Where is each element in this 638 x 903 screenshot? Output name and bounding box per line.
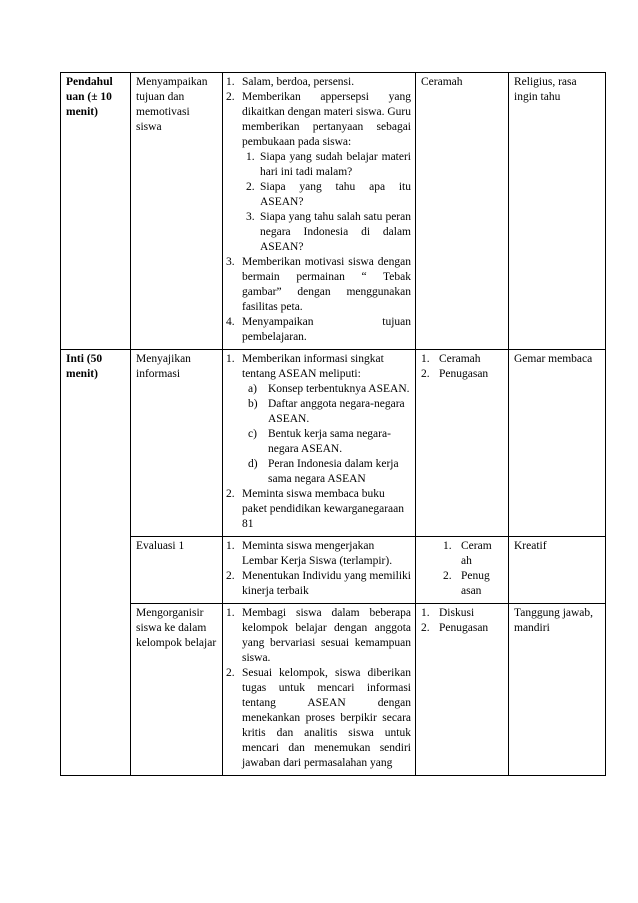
activities-cell	[223, 73, 416, 350]
activities-cell	[223, 537, 416, 604]
list-item: 2. Sesuai kelompok, siswa diberikan tugas untuk mencari informasi tentang ASEAN dengan menekankan proses berpikir secara kritis dan analitis siswa untuk mencari dan menemukan sendiri jawaban dari permasalahan yang	[226, 667, 411, 769]
list-item: 1. Memberikan informasi singkat tentang ASEAN meliputi: a) Konsep terbentuknya ASEAN. b) Daftar anggota negara-negara ASEAN. c) Bentuk kerja sama negara-negara ASEAN. d) Peran Indonesia dalam kerja sama negara ASEAN	[226, 353, 410, 485]
activities-cell	[223, 604, 416, 776]
list-item: 1. Ceram ah	[443, 540, 492, 567]
list-item: b) Daftar anggota negara-negara ASEAN.	[248, 398, 405, 425]
list-item: 3. Memberikan motivasi siswa dengan bermain permainan “ Tebak gambar” dengan menggunakan fasilitas peta.	[226, 256, 411, 313]
step-cell: Menyajikan informasi	[131, 350, 223, 537]
method-cell	[416, 350, 509, 537]
table-row-mengorganisir	[61, 604, 606, 776]
list-item: 2. Siapa yang tahu apa itu ASEAN?	[246, 181, 411, 208]
step-cell: Mengorganisir siswa ke dalam kelompok belajar	[131, 604, 223, 776]
table-row-pendahuluan	[61, 73, 606, 350]
method-cell	[416, 537, 509, 604]
list-item: c) Bentuk kerja sama negara-negara ASEAN.	[248, 428, 391, 455]
list-item: 2. Memberikan appersepsi yang dikaitkan dengan materi siswa. Guru memberikan pertanyaan sebagai pembukaan pada siswa: 1. Siapa yang sudah belajar materi hari ini tadi malam? 2. Siapa yang tahu apa itu ASEAN? 3. Siapa yang tahu salah satu peran negara Indonesia di dalam ASEAN?	[226, 91, 411, 253]
table-row-evaluasi	[61, 537, 606, 604]
list-item: 1. Ceramah	[421, 353, 481, 365]
phase-cell: Inti (50 menit)	[61, 350, 131, 776]
character-cell: Kreatif	[509, 537, 606, 604]
method-cell: Ceramah	[416, 73, 509, 350]
table-row-inti	[61, 350, 606, 537]
character-cell: Religius, rasa ingin tahu	[509, 73, 606, 350]
activities-cell	[223, 350, 416, 537]
list-item: 2. Menentukan Individu yang memiliki kinerja terbaik	[226, 570, 411, 597]
list-item: 1. Diskusi	[421, 607, 475, 619]
list-item: 2. Penugasan	[421, 368, 489, 380]
list-item: 2. Penugasan	[421, 622, 489, 634]
list-item: 3. Siapa yang tahu salah satu peran negara Indonesia di dalam ASEAN?	[246, 211, 411, 253]
step-cell: Menyampaikan tujuan dan memotivasi siswa	[131, 73, 223, 350]
phase-cell: Pendahul uan (± 10 menit)	[61, 73, 131, 350]
list-item: 2. Penug asan	[443, 570, 490, 597]
character-cell: Gemar membaca	[509, 350, 606, 537]
lesson-plan-table	[60, 72, 606, 776]
character-cell: Tanggung jawab, mandiri	[509, 604, 606, 776]
step-cell: Evaluasi 1	[131, 537, 223, 604]
list-item: 2. Meminta siswa membaca buku paket pendidikan kewarganegaraan 81	[226, 488, 404, 530]
list-item: d) Peran Indonesia dalam kerja sama negara ASEAN	[248, 458, 399, 485]
list-item: 1. Meminta siswa mengerjakan Lembar Kerja Siswa (terlampir).	[226, 540, 393, 567]
list-item: a) Konsep terbentuknya ASEAN.	[248, 383, 410, 395]
list-item: 4. Menyampaikan tujuan pembelajaran.	[226, 316, 411, 343]
list-item: 1. Salam, berdoa, persensi.	[226, 76, 355, 88]
list-item: 1. Membagi siswa dalam beberapa kelompok belajar dengan anggota yang bervariasi sesuai kemampuan siswa.	[226, 607, 411, 664]
method-cell	[416, 604, 509, 776]
list-item: 1. Siapa yang sudah belajar materi hari ini tadi malam?	[246, 151, 411, 178]
